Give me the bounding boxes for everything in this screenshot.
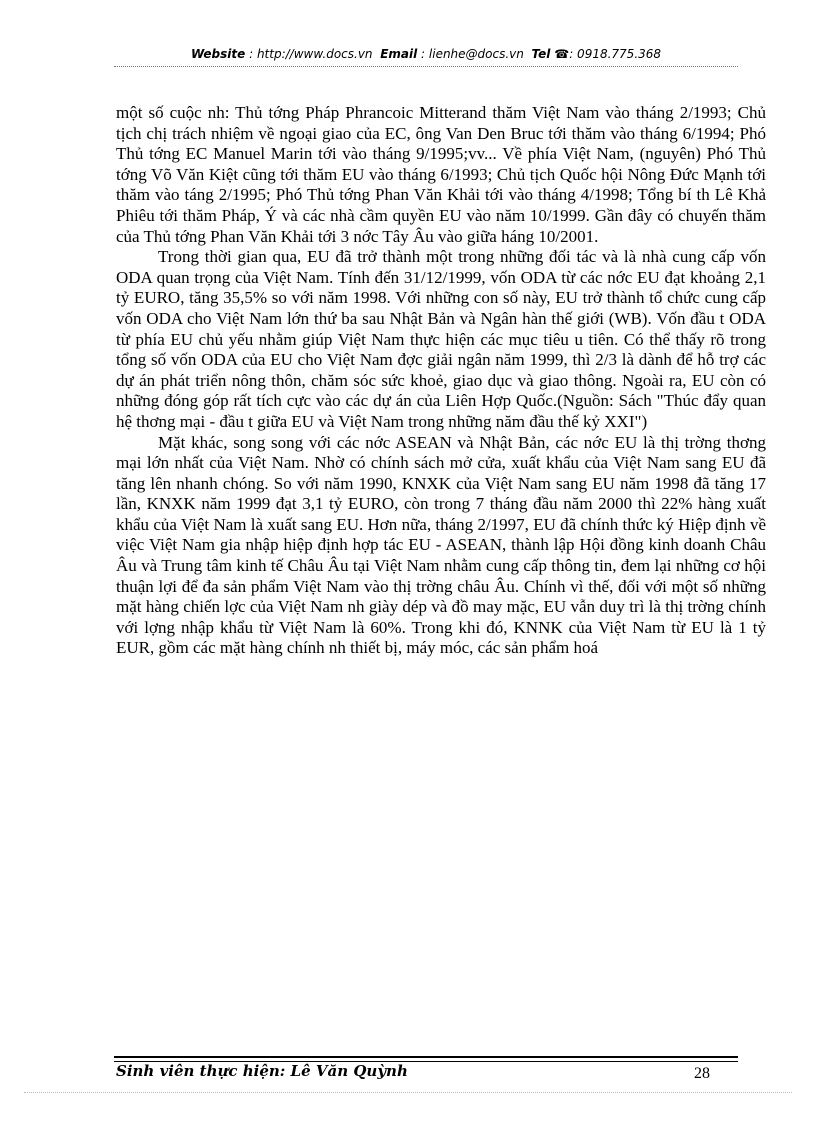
paragraph-1: một số cuộc nh: Thủ tớng Pháp Phrancoic Mitterand thăm Việt Nam vào tháng 2/1993; Chủ tịch chị trách nhiệm về ngoại giao của EC, ông Van Den Bruc tới thăm vào tháng 6/1994; Phó Thủ tớng EC Manuel Marin tới vào tháng 9/1995;vv... Về phía Việt Nam, (nguyên) Phó Thủ tớng Võ Văn Kiệt cũng tới thăm EU vào tháng 6/1993; Chủ tịch Quốc hội Nông Đức Mạnh tới thăm vào táng 2/1995; Phó Thủ tớng Phan Văn Khải tới vào tháng 4/1998; Tổng bí th Lê Khả Phiêu tới thăm Pháp, Ý và các nhà cầm quyền EU vào năm 10/1999. Gần đây có chuyến thăm của Thủ tớng Phan Văn Khải tới 3 nớc Tây Âu vào giữa háng 10/2001. xyxy=(116,103,766,246)
website-label: Website xyxy=(190,47,246,61)
website-value: : http://www.docs.vn xyxy=(249,47,373,61)
tel-label: Tel xyxy=(531,47,551,61)
header-divider xyxy=(114,66,738,67)
page-bottom-divider xyxy=(24,1092,792,1093)
footer-author: Sinh viên thực hiện: Lê Văn Quỳnh xyxy=(116,1062,408,1080)
email-value: : lienhe@docs.vn xyxy=(421,47,524,61)
paragraph-3: Mặt khác, song song với các nớc ASEAN và Nhật Bản, các nớc EU là thị trờng thơng mại lớn nhất của Việt Nam. Nhờ có chính sách mở cửa, xuất khẩu của Việt Nam sang EU đã tăng lên nhanh chóng. So với năm 1990, KNXK của Việt Nam sang EU năm 1998 đã tăng 17 lần, KNXK năm 1999 đạt 3,1 tỷ EURO, còn trong 7 tháng đầu năm 2000 thì 22% hàng xuất khẩu của Việt Nam là xuất sang EU. Hơn nữa, tháng 2/1997, EU đã chính thức ký Hiệp định về việc Việt Nam gia nhập hiệp định hợp tác EU - ASEAN, thành lập Hội đồng kinh doanh Châu Âu và Trung tâm kinh tế Châu Âu tại Việt Nam nhằm cung cấp thông tin, đem lại những cơ hội thuận lợi để đa sản phẩm Việt Nam vào thị trờng châu Âu. Chính vì thế, đối với một số những mặt hàng chiến lợc của Việt Nam nh giày dép và đồ may mặc, EU vẫn duy trì là thị trờng chính với lợng nhập khẩu từ Việt Nam là 60%. Trong khi đó, KNNK của Việt Nam từ EU là 1 tỷ EUR, gồm các mặt hàng chính nh thiết bị, máy móc, các sản phẩm hoá xyxy=(116,432,766,658)
paragraph-2: Trong thời gian qua, EU đã trở thành một trong những đối tác và là nhà cung cấp vốn ODA quan trọng của Việt Nam. Tính đến 31/12/1999, vốn ODA từ các nớc EU đạt khoảng 2,1 tỷ EURO, tăng 35,5% so với năm 1998. Với những con số này, EU trở thành tổ chức cung cấp vốn ODA cho Việt Nam lớn thứ ba sau Nhật Bản và Ngân hàn thế giới (WB). Vốn đầu t ODA từ phía EU chủ yếu nhằm giúp Việt Nam thực hiện các mục tiêu u tiên. Có thể thấy rõ trong tổng số vốn ODA của EU cho Việt Nam đợc giải ngân năm 1999, thì 2/3 là dành để hỗ trợ các dự án phát triển nông thôn, chăm sóc sức khoẻ, giao dục và giao thông. Ngoài ra, EU còn có những đóng góp rất tích cực vào các dự án của Liên Hợp Quốc.(Nguồn: Sách "Thúc đẩy quan hệ thơng mại - đầu t giữa EU và Việt Nam trong những năm đầu thế kỷ XXI") xyxy=(116,247,766,431)
email-label: Email xyxy=(380,47,418,61)
page-header xyxy=(114,46,738,62)
phone-icon: ☎ xyxy=(554,47,570,61)
footer-divider-thick xyxy=(114,1056,738,1058)
document-body xyxy=(116,103,766,659)
tel-value: : 0918.775.368 xyxy=(569,47,662,61)
page-number: 28 xyxy=(694,1065,710,1082)
